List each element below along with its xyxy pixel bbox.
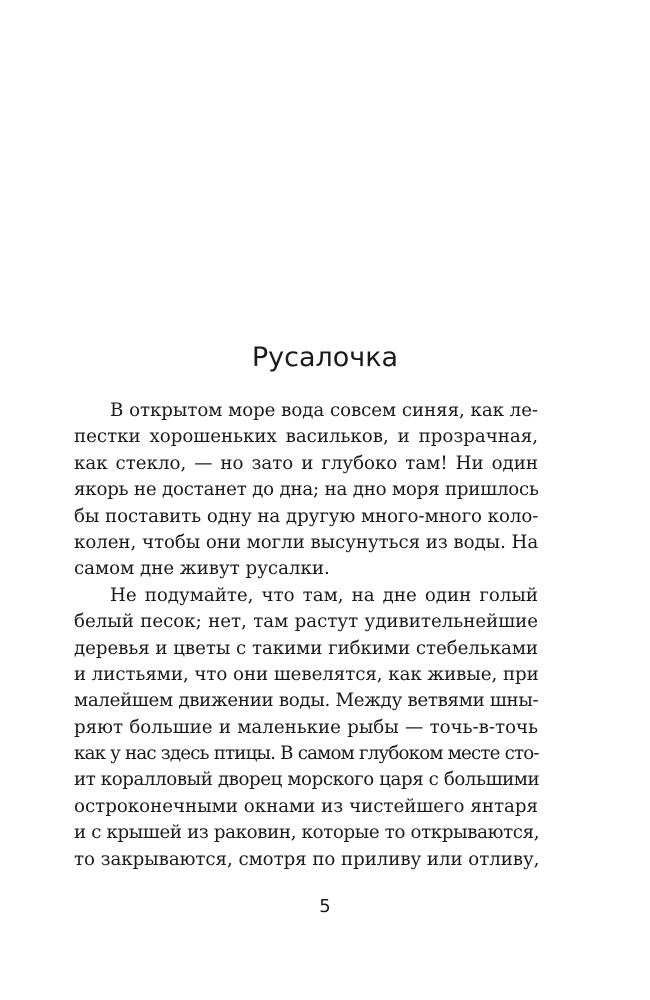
text-line: как у нас здесь птицы. В самом глубоком месте сто- <box>74 743 539 765</box>
text-line: бы поставить одну на другую много-много коло- <box>74 505 539 527</box>
text-line: ряют большие и маленькие рыбы — точь-в-точь <box>74 716 538 738</box>
text-line: остроконечными окнами из чистейшего янтаря <box>74 795 538 817</box>
page-number: 5 <box>319 896 331 917</box>
text-line: и листьями, что они шевелятся, как живые, при <box>74 663 539 685</box>
text-line: В открытом море вода совсем синяя, как ле- <box>110 400 538 421</box>
paragraph-1 <box>74 398 538 583</box>
text-line: белый песок; нет, там растут удивительнейшие <box>74 611 538 633</box>
text-line: и с крышей из раковин, которые то открываются, <box>74 822 540 844</box>
text-line: колен, чтобы они могли высунуться из воды. На <box>74 531 539 553</box>
body-text <box>74 398 538 873</box>
text-line: то закрываются, смотря по приливу или отливу, <box>74 848 540 870</box>
chapter-title: Русалочка <box>251 342 399 373</box>
text-line: деревья и цветы с такими гибкими стебельками <box>74 637 538 659</box>
text-line: как стекло, — но зато и глубоко там! Ни один <box>74 452 538 474</box>
text-line: пестки хорошеньких васильков, и прозрачная, <box>74 426 538 448</box>
paragraph-2 <box>74 583 538 873</box>
text-line: ит коралловый дворец морского царя с большими <box>74 769 540 791</box>
text-line: Не подумайте, что там, на дне один голый <box>110 584 538 606</box>
text-line: малейшем движении воды. Между ветвями шны- <box>74 690 539 712</box>
text-line: самом дне живут русалки. <box>74 558 330 580</box>
text-line: якорь не достанет до дна; на дно моря пришлось <box>74 479 539 501</box>
